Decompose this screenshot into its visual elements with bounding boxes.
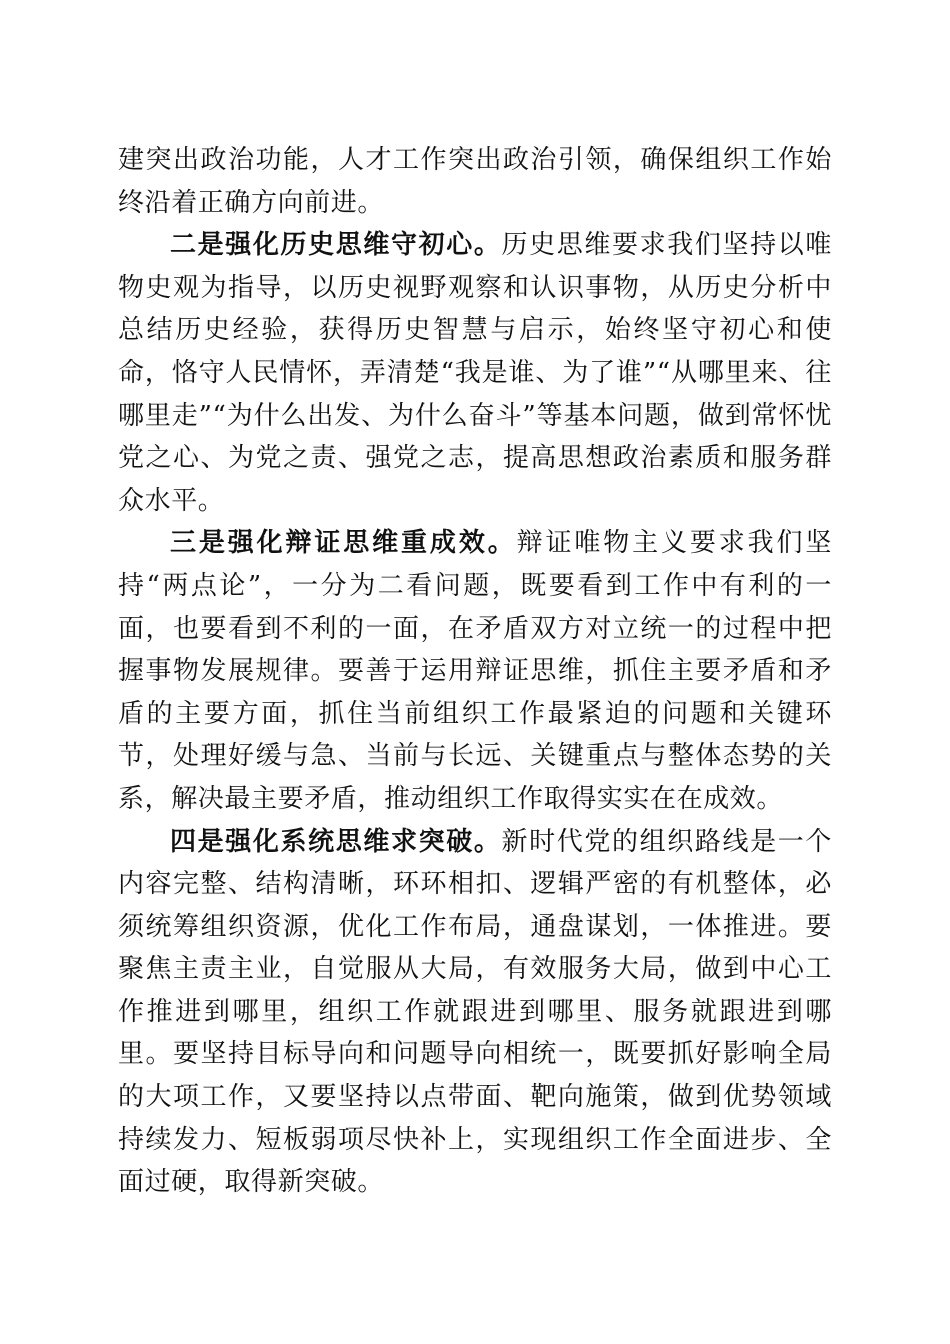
document-page [118, 139, 832, 1204]
paragraph-continuation [118, 139, 832, 224]
paragraph-text: 新时代党的组织路线是一个内容完整、结构清晰，环环相扣、逻辑严密的有机整体，必须统筹组织资源，优化工作布局，通盘谋划，一体推进。要聚焦主责主业，自觉服从大局，有效服务大局，做到中心工作推进到哪里，组织工作就跟进到哪里、服务就跟进到哪里。要坚持目标导向和问题导向相统一，既要抓好影响全局的大项工作，又要坚持以点带面、靶向施策，做到优势领域持续发力、短板弱项尽快补上，实现组织工作全面进步、全面过硬，取得新突破。 [118, 826, 832, 1198]
paragraph-system-thinking [118, 821, 832, 1204]
paragraph-lead: 四是强化系统思维求突破。 [170, 826, 502, 857]
paragraph-text: 辩证唯物主义要求我们坚持“两点论”，一分为二看问题，既要看到工作中有利的一面，也要看到不利的一面，在矛盾双方对立统一的过程中把握事物发展规律。要善于运用辩证思维，抓住主要矛盾和矛盾的主要方面，抓住当前组织工作最紧迫的问题和关键环节，处理好缓与急、当前与长远、关键重点与整体态势的关系，解决最主要矛盾，推动组织工作取得实实在在成效。 [118, 528, 832, 814]
paragraph-text: 历史思维要求我们坚持以唯物史观为指导，以历史视野观察和认识事物，从历史分析中总结历史经验，获得历史智慧与启示，始终坚守初心和使命，恪守人民情怀，弄清楚“我是谁、为了谁”“从哪里来、往哪里走”“为什么出发、为什么奋斗”等基本问题，做到常怀忧党之心、为党之责、强党之志，提高思想政治素质和服务群众水平。 [118, 230, 832, 516]
paragraph-text: 建突出政治功能，人才工作突出政治引领，确保组织工作始终沿着正确方向前进。 [118, 145, 832, 218]
paragraph-dialectical-thinking [118, 522, 832, 820]
paragraph-lead: 二是强化历史思维守初心。 [170, 230, 502, 261]
paragraph-history-thinking [118, 224, 832, 522]
paragraph-lead: 三是强化辩证思维重成效。 [170, 528, 517, 559]
